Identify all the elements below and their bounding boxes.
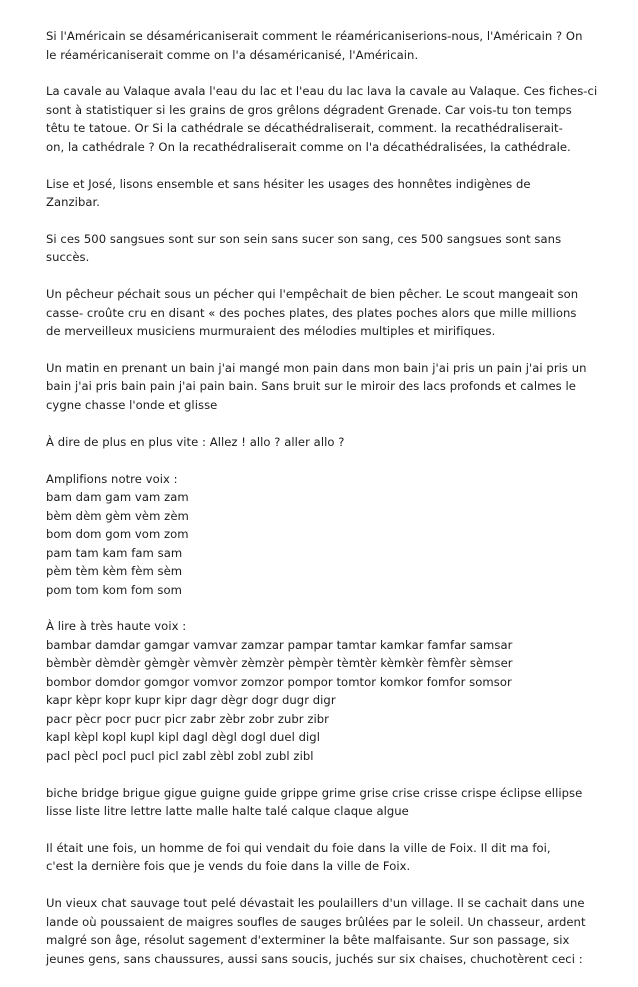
text-line: pam tam kam fam sam (46, 545, 183, 560)
text-line: Un matin en prenant un bain j'ai mangé mon pain dans mon bain j'ai pris un pain j'ai pris un (46, 360, 587, 375)
text-line: succès. (46, 250, 90, 265)
text-line: sont à statistiquer si les grains de gros grêlons dégradent Grenade. Car vois-tu ton temps (46, 102, 572, 117)
text-line: kapr kèpr kopr kupr kipr dagr dègr dogr dugr digr (46, 693, 336, 708)
paragraph (46, 285, 606, 341)
text-line: bombor domdor gomgor vomvor zomzor pompor tomtor komkor fomfor somsor (46, 674, 512, 689)
text-line: kapl kèpl kopl kupl kipl dagl dègl dogl duel digl (46, 730, 320, 745)
text-line: têtu te tatoue. Or Si la cathédrale se décathédraliserait, comment. la recathédraliserait- (46, 121, 563, 136)
text-line: pèm tèm kèm fèm sèm (46, 564, 183, 579)
text-line: jeunes gens, sans chaussures, aussi sans soucis, juchés sur six chaises, chuchotèrent ceci : (46, 951, 583, 966)
text-line: La cavale au Valaque avala l'eau du lac et l'eau du lac lava la cavale au Valaque. Ces fiches-ci (46, 84, 598, 99)
paragraph (46, 839, 606, 876)
text-line: casse- croûte cru en disant « des poches plates, des plates poches alors que mille millions (46, 305, 577, 320)
paragraph (46, 617, 606, 765)
text-line: le réaméricaniserait comme on l'a désaméricanisé, l'Américain. (46, 47, 419, 62)
text-line: bom dom gom vom zom (46, 527, 189, 542)
text-line: Il était une fois, un homme de foi qui vendait du foie dans la ville de Foix. Il dit ma foi, (46, 840, 551, 855)
text-line: malgré son âge, résolut sagement d'exterminer la bête malfaisante. Sur son passage, six (46, 933, 570, 948)
text-line: Zanzibar. (46, 195, 101, 210)
text-line: pom tom kom fom som (46, 582, 182, 597)
text-line: pacr pècr pocr pucr picr zabr zèbr zobr zubr zibr (46, 711, 329, 726)
text-line: Un vieux chat sauvage tout pelé dévastait les poulaillers d'un village. Il se cachait dans une (46, 896, 585, 911)
document-page (46, 27, 606, 987)
text-line: biche bridge brigue gigue guigne guide grippe grime grise crise crisse crispe éclipse ellipse (46, 785, 583, 800)
paragraph (46, 784, 606, 821)
text-line: on, la cathédrale ? On la recathédraliserait comme on l'a décathédralisées, la cathédrale. (46, 139, 571, 154)
text-line: bèmbèr dèmdèr gèmgèr vèmvèr zèmzèr pèmpèr tèmtèr kèmkèr fèmfèr sèmser (46, 656, 513, 671)
paragraph (46, 894, 606, 968)
text-line: Si ces 500 sangsues sont sur son sein sans sucer son sang, ces 500 sangsues sont sans (46, 231, 562, 246)
text-line: lisse liste litre lettre latte malle halte talé calque claque algue (46, 804, 409, 819)
text-line: Lise et José, lisons ensemble et sans hésiter les usages des honnêtes indigènes de (46, 176, 531, 191)
text-line: Un pêcheur péchait sous un pécher qui l'empêchait de bien pêcher. Le scout mangeait son (46, 287, 579, 302)
text-line: Amplifions notre voix : (46, 471, 178, 486)
text-line: pacl pècl pocl pucl picl zabl zèbl zobl zubl zibl (46, 748, 314, 763)
paragraph (46, 27, 606, 64)
text-line: c'est la dernière fois que je vends du foie dans la ville de Foix. (46, 859, 411, 874)
paragraph (46, 433, 606, 452)
text-line: lande où poussaient de maigres soufles de sauges brûlées par le soleil. Un chasseur, ardent (46, 914, 586, 929)
paragraph (46, 470, 606, 600)
text-line: Si l'Américain se désaméricaniserait comment le réaméricaniserions-nous, l'Américain ? On (46, 29, 583, 43)
paragraph (46, 359, 606, 415)
text-line: bam dam gam vam zam (46, 490, 189, 505)
text-line: de merveilleux musiciens murmuraient des mélodies multiples et mirifiques. (46, 324, 496, 339)
text-line: cygne chasse l'onde et glisse (46, 397, 218, 412)
text-line: bèm dèm gèm vèm zèm (46, 508, 189, 523)
paragraph (46, 175, 606, 212)
text-line: À lire à très haute voix : (46, 619, 187, 634)
text-line: bain j'ai pris bain pain j'ai pain bain. Sans bruit sur le miroir des lacs profonds et calmes le (46, 379, 576, 394)
text-line: À dire de plus en plus vite : Allez ! allo ? aller allo ? (46, 434, 345, 449)
paragraph (46, 82, 606, 156)
paragraph (46, 230, 606, 267)
text-line: bambar damdar gamgar vamvar zamzar pampar tamtar kamkar famfar samsar (46, 637, 513, 652)
